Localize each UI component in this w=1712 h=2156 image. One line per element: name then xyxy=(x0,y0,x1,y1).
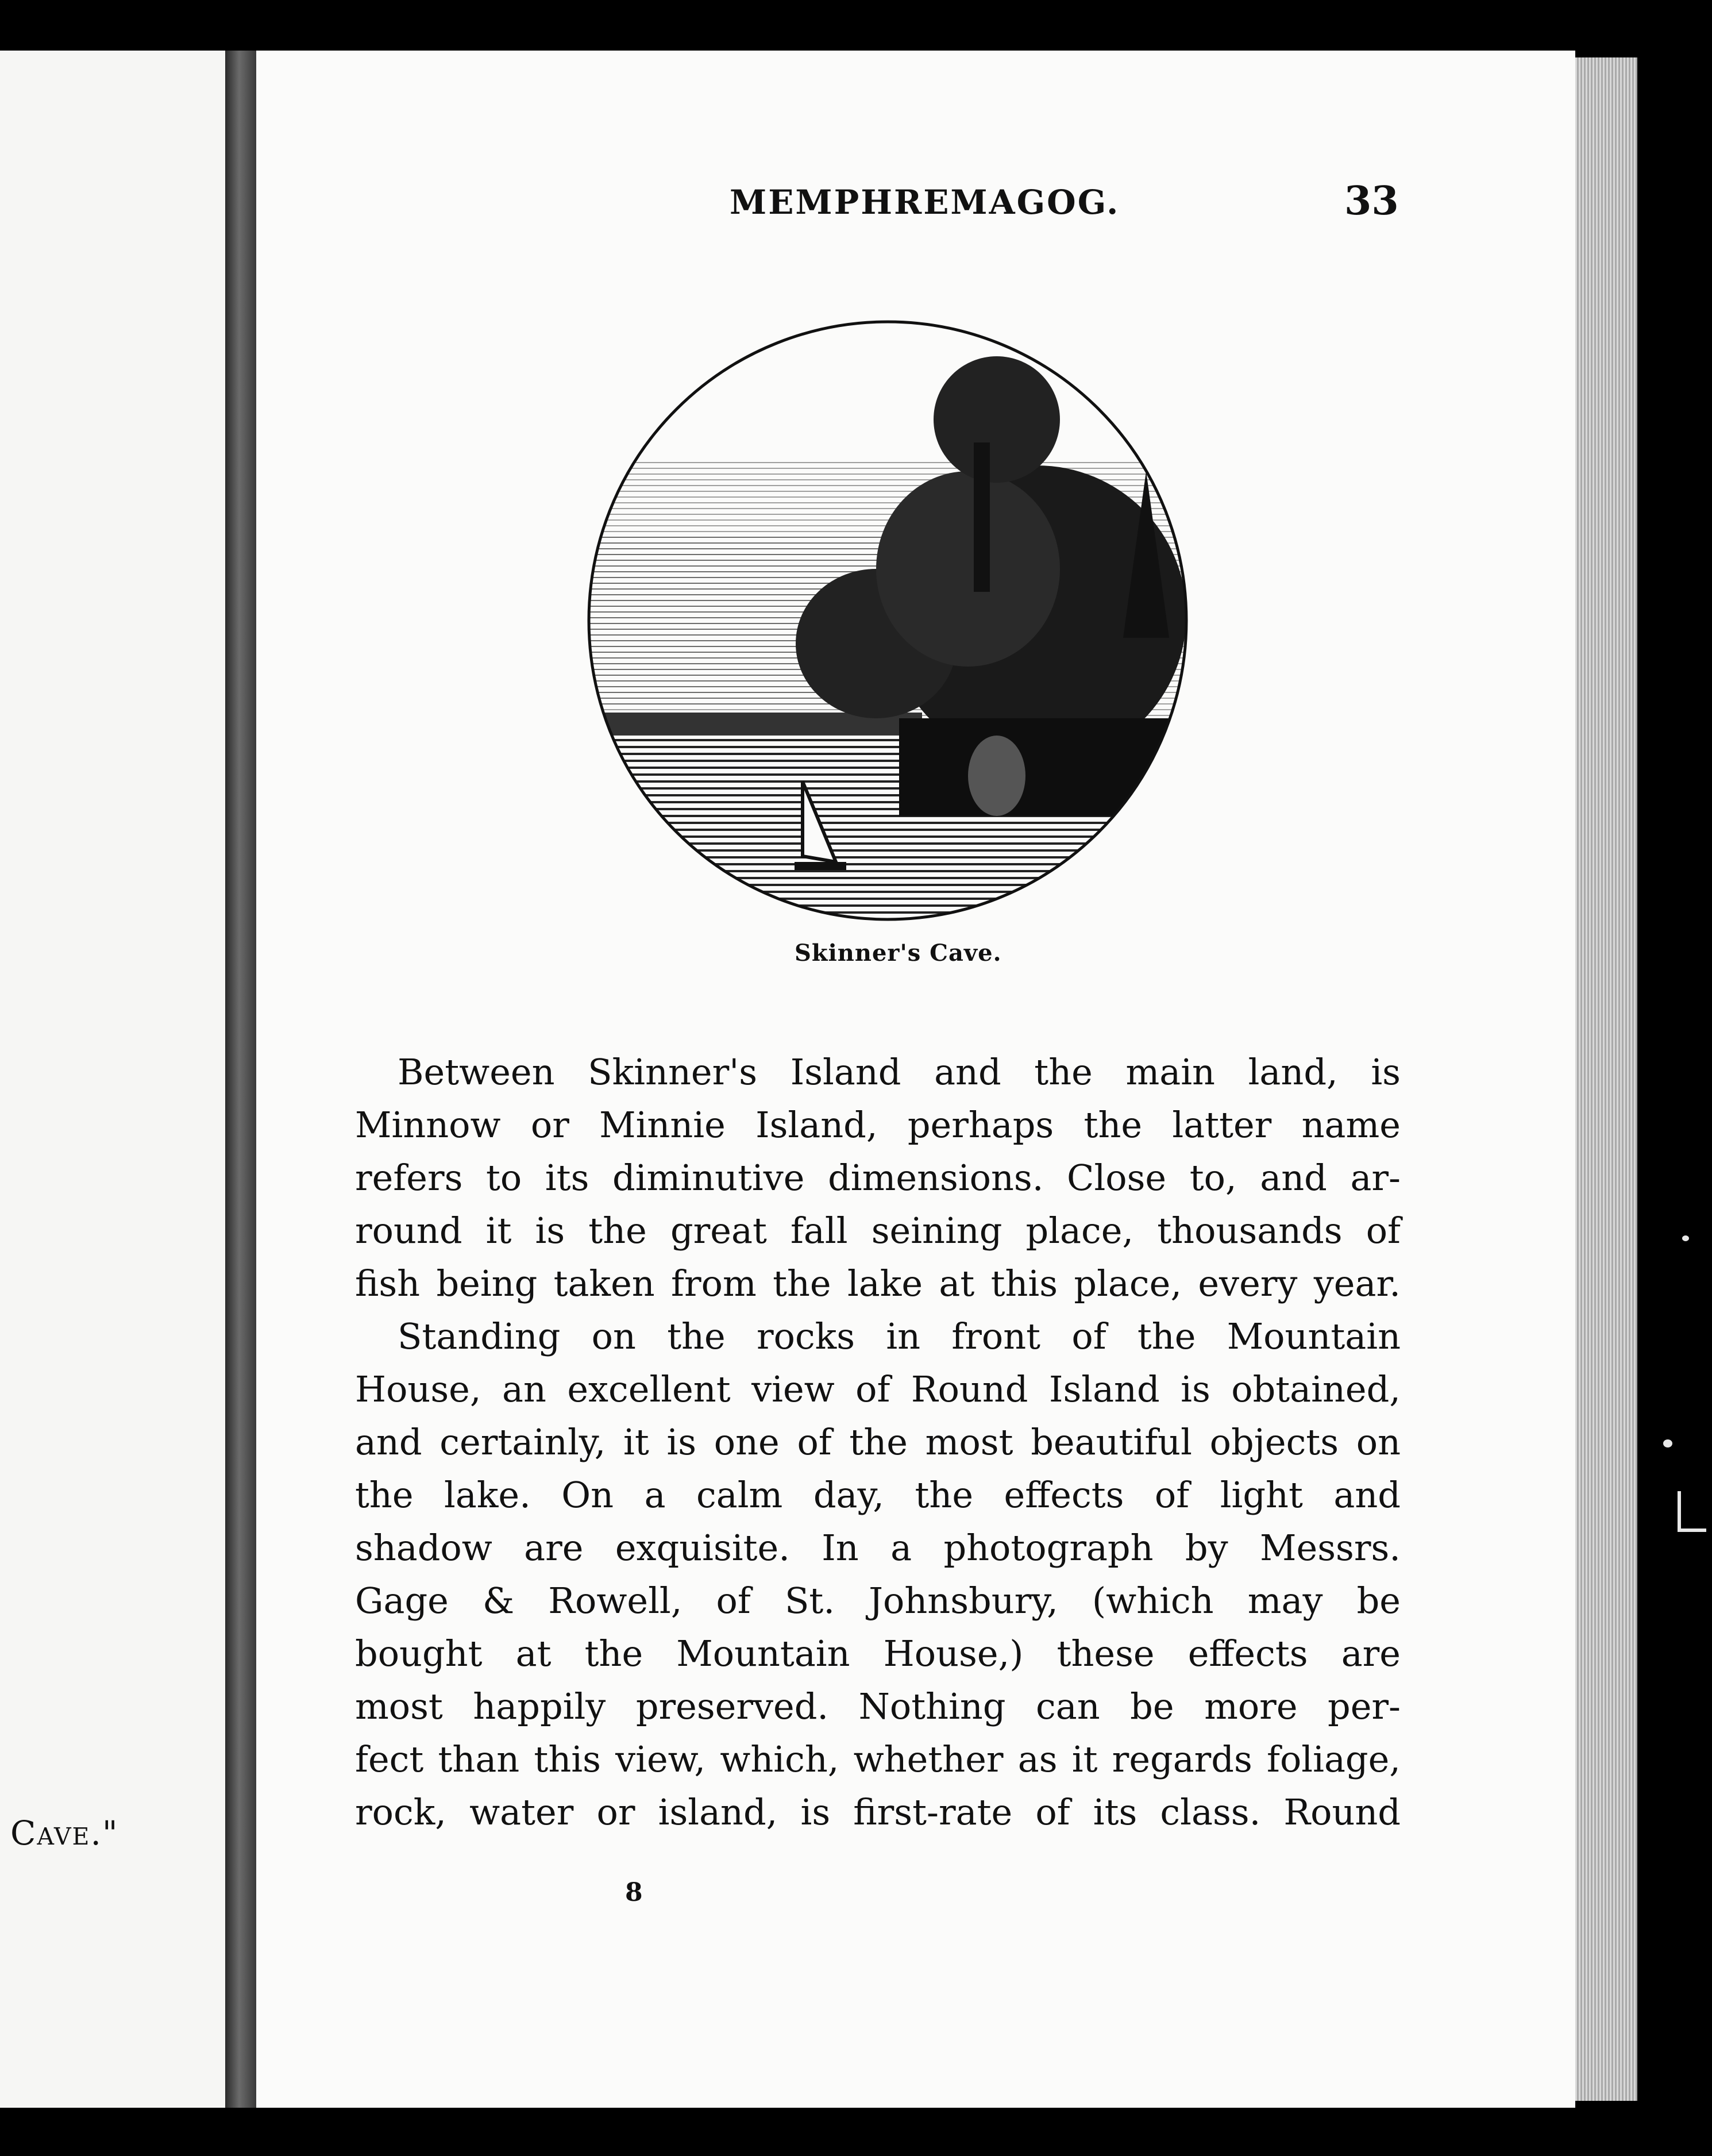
scan-speck xyxy=(1682,1235,1689,1241)
text-line-4: round it is the great fall seining place, thousands of xyxy=(355,1210,1401,1252)
signature-mark: 8 xyxy=(625,1878,643,1907)
body-paragraphs xyxy=(355,1046,1401,1839)
text-line-14: fect than this view, which, whether as it regards foliage, xyxy=(355,1738,1401,1780)
text-line-15: rock, water or island, is first-rate of its class. Round xyxy=(355,1791,1401,1833)
text-line-9: the lake. On a calm day, the effects of light and xyxy=(355,1474,1401,1516)
text-line-13: most happily preserved. Nothing can be more per- xyxy=(355,1685,1401,1727)
text-line-7: House, an excellent view of Round Island is obtained, xyxy=(355,1368,1401,1410)
text-line-3: refers to its diminutive dimensions. Close to, and ar- xyxy=(355,1157,1401,1199)
skinners-cave-engraving xyxy=(577,316,1198,925)
scan-speck xyxy=(1663,1439,1672,1447)
text-line-11: Gage & Rowell, of St. Johnsbury, (which may be xyxy=(355,1580,1401,1622)
running-head: MEMPHREMAGOG. xyxy=(730,183,1120,222)
text-line-8: and certainly, it is one of the most beautiful objects on xyxy=(355,1421,1401,1463)
page-number: 33 xyxy=(1344,178,1399,224)
previous-page-edge xyxy=(0,51,225,2108)
previous-page-text-fragment: Cave." xyxy=(10,1814,119,1853)
text-line-10: shadow are exquisite. In a photograph by Messrs. xyxy=(355,1527,1401,1569)
text-line-1: Between Skinner's Island and the main land, is xyxy=(398,1051,1401,1093)
text-line-5: fish being taken from the lake at this place, every year. xyxy=(355,1262,1401,1304)
text-line-2: Minnow or Minnie Island, perhaps the latter name xyxy=(355,1104,1401,1146)
page-edges xyxy=(1575,57,1637,2101)
text-line-6: Standing on the rocks in front of the Mountain xyxy=(398,1315,1401,1357)
book-gutter xyxy=(225,51,256,2108)
scan-mark xyxy=(1678,1529,1706,1532)
illustration-caption: Skinner's Cave. xyxy=(795,940,1002,967)
scan-mark xyxy=(1678,1491,1681,1531)
text-line-12: bought at the Mountain House,) these effects are xyxy=(355,1633,1401,1674)
